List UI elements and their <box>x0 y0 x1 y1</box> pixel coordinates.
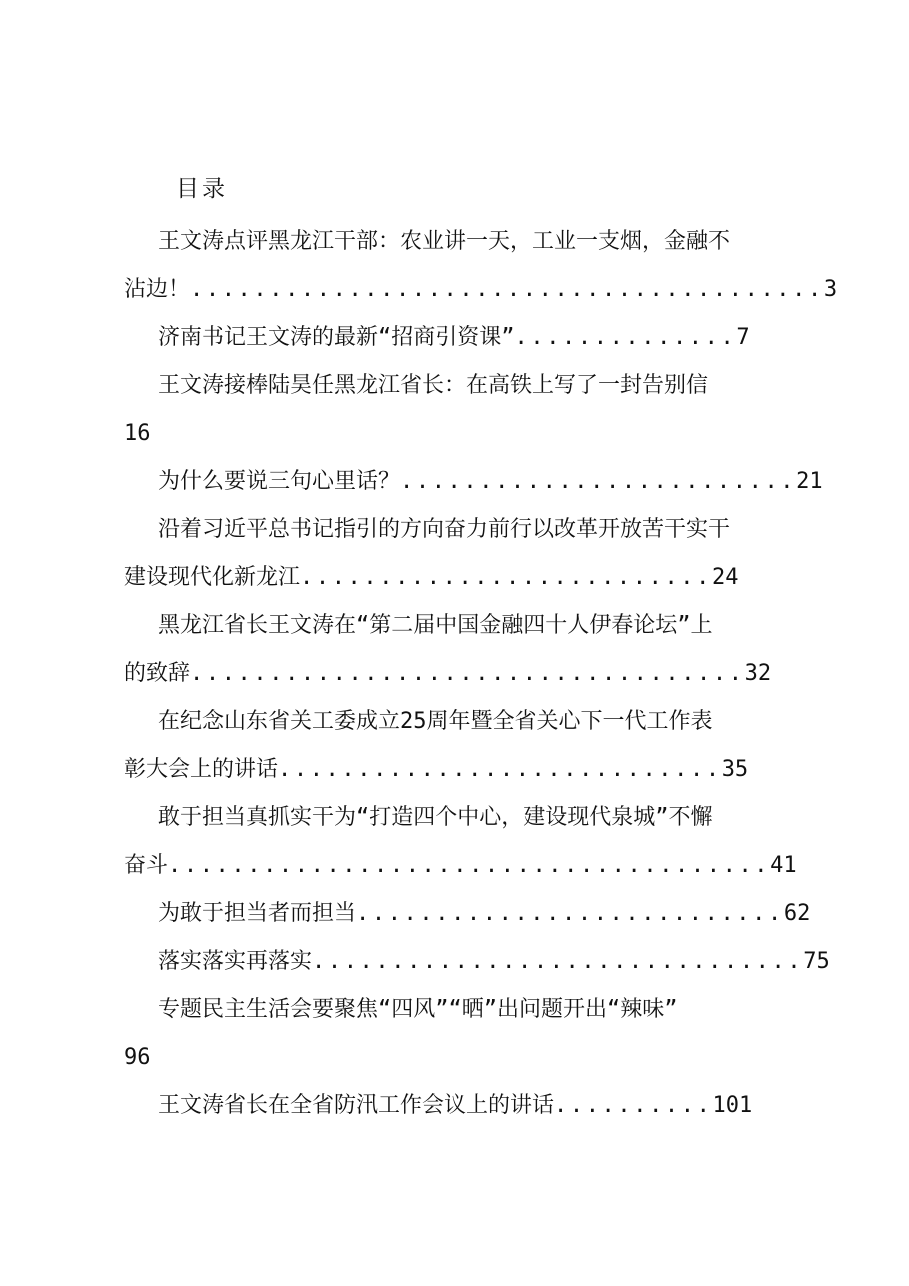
toc-leader-dots: ................................... <box>190 661 745 686</box>
toc-entry-continuation <box>124 554 804 602</box>
toc-entry[interactable] <box>124 698 804 794</box>
toc-entry-title-cont: 建设现代化新龙江 <box>124 565 301 590</box>
toc-entry-title: 沿着习近平总书记指引的方向奋力前行以改革开放苦干实干 <box>158 517 731 542</box>
toc-page-number: 21 <box>796 469 823 494</box>
toc-entry[interactable] <box>124 1082 804 1130</box>
toc-entry-title-cont: 沾边！ <box>124 277 191 302</box>
toc-leader-dots: .......................... <box>300 565 712 590</box>
toc-entry-continuation <box>124 410 804 458</box>
toc-entry-continuation <box>124 650 804 698</box>
toc-page-number: 35 <box>721 757 749 782</box>
toc-page-number: 75 <box>803 949 830 974</box>
toc-leader-dots: .............. <box>514 325 737 350</box>
toc-leader-dots: ............................... <box>312 949 804 974</box>
toc-page-number: 16 <box>124 421 151 446</box>
toc-entry[interactable] <box>124 794 804 890</box>
toc-page-number: 62 <box>783 901 811 926</box>
toc-page-number: 41 <box>770 853 797 878</box>
toc-entry[interactable] <box>124 506 804 602</box>
toc-page-number: 32 <box>744 661 772 686</box>
toc-page-number: 101 <box>712 1093 753 1118</box>
toc-entry[interactable] <box>124 218 838 314</box>
toc-entry-title: 落实落实再落实 <box>158 949 313 974</box>
toc-entry[interactable] <box>124 314 804 362</box>
toc-entry-row <box>124 890 811 938</box>
toc-entry[interactable] <box>124 362 804 458</box>
toc-entry-title: 为什么要说三句心里话？ <box>158 469 401 494</box>
toc-entry-title: 为敢于担当者而担当 <box>158 901 357 926</box>
toc-page-number: 3 <box>823 277 838 302</box>
toc-entry[interactable] <box>124 938 830 986</box>
toc-leader-dots: ......................... <box>400 469 797 494</box>
toc-title: 目录 <box>176 176 228 202</box>
toc-leader-dots: .......... <box>554 1093 713 1118</box>
toc-entry-continuation <box>124 746 804 794</box>
toc-entry-title: 王文涛点评黑龙江干部：农业讲一天，工业一支烟，金融不 <box>158 229 731 254</box>
toc-leader-dots: ........................... <box>356 901 784 926</box>
toc-page-number: 7 <box>736 325 750 350</box>
toc-entry-title: 黑龙江省长王文涛在“第二届中国金融四十人伊春论坛”上 <box>158 613 713 638</box>
toc-entry-row <box>124 314 804 362</box>
toc-entry[interactable] <box>124 602 804 698</box>
toc-entry-title: 敢于担当真抓实干为“打造四个中心，建设现代泉城”不懈 <box>158 805 713 830</box>
toc-entry-title: 济南书记王文涛的最新“招商引资课” <box>158 325 515 350</box>
toc-leader-dots: ........................................ <box>190 277 824 302</box>
toc-entry[interactable] <box>124 890 811 938</box>
toc-entry-row <box>124 458 823 506</box>
toc-leader-dots: ...................................... <box>168 853 771 878</box>
toc-entry-title: 王文涛接棒陆昊任黑龙江省长：在高铁上写了一封告别信 <box>158 373 709 398</box>
toc-entry-continuation <box>124 266 838 314</box>
toc-page-number: 24 <box>712 565 739 590</box>
toc-page-number: 96 <box>124 1045 151 1070</box>
toc-entry[interactable] <box>124 458 823 506</box>
toc-leader-dots: ............................ <box>278 757 722 782</box>
toc-entry-row <box>124 1082 804 1130</box>
toc-entry-title: 在纪念山东省关工委成立25周年暨全省关心下一代工作表 <box>158 709 713 734</box>
toc-entry-continuation <box>124 842 804 890</box>
toc-list <box>124 218 838 1130</box>
toc-entry-continuation <box>124 1034 804 1082</box>
toc-entry-title: 王文涛省长在全省防汛工作会议上的讲话 <box>158 1093 555 1118</box>
toc-entry-title: 专题民主生活会要聚焦“四风”“晒”出问题开出“辣味” <box>158 997 678 1022</box>
toc-entry-title-cont: 彰大会上的讲话 <box>124 757 279 782</box>
toc-entry-row <box>124 938 830 986</box>
toc-entry-title-cont: 的致辞 <box>124 661 191 686</box>
toc-entry-title-cont: 奋斗 <box>124 853 169 878</box>
toc-entry[interactable] <box>124 986 804 1082</box>
